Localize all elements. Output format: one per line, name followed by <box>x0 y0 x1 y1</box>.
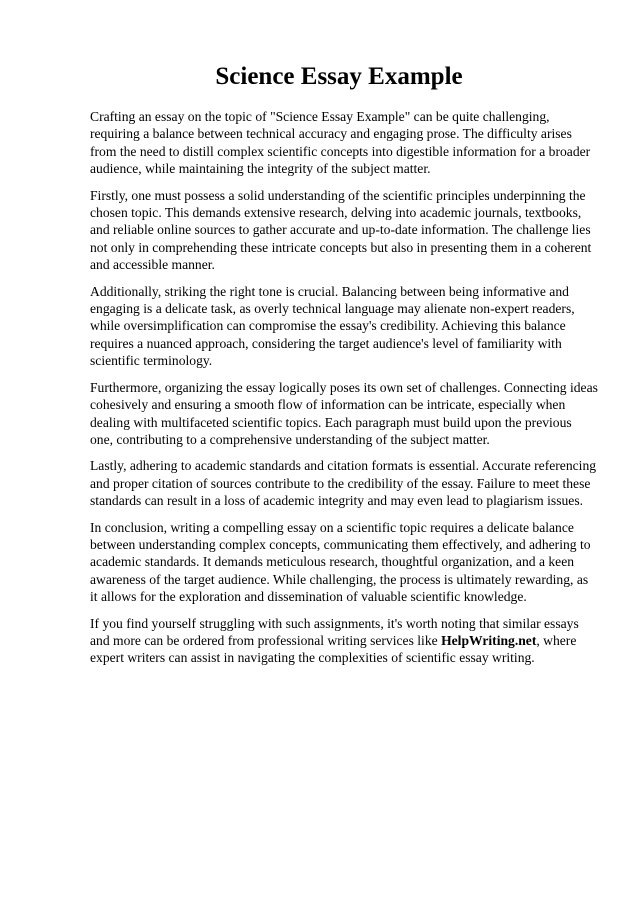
paragraph-lastly: Lastly, adhering to academic standards and citation formats is essential. Accurate referencing and proper citation of sources contribute to the credibility of the essay. Failure to meet these standards can result in a loss of academic integrity and may even lead to plagiarism issues. <box>90 458 597 509</box>
paragraph-conclusion: In conclusion, writing a compelling essay on a scientific topic requires a delicate balance between understanding complex concepts, communicating them effectively, and adhering to academic standards. It demands meticulous research, thoughtful organization, and a keen awareness of the target audience. While challenging, the process is ultimately rewarding, as it allows for the exploration and dissemination of valuable scientific knowledge. <box>90 519 591 605</box>
helpwriting-link[interactable]: HelpWriting.net <box>441 632 537 648</box>
closing-text-after: , where expert writers can assist in navigating the complexities of scientific essay writing. <box>90 632 577 666</box>
paragraph-closing <box>90 615 598 667</box>
paragraph-firstly: Firstly, one must possess a solid understanding of the scientific principles underpinning the chosen topic. This demands extensive research, delving into academic journals, textbooks, and reliable online sources to gather accurate and up-to-date information. The challenge lies not only in comprehending these intricate concepts but also in presenting them in a coherent and accessible manner. <box>90 187 592 273</box>
paragraph-intro: Crafting an essay on the topic of "Science Essay Example" can be quite challenging, requiring a balance between technical accuracy and engaging prose. The difficulty arises from the need to distill complex scientific concepts into digestible information for a broader audience, while maintaining the integrity of the subject matter. <box>90 109 591 177</box>
paragraph-additionally: Additionally, striking the right tone is crucial. Balancing between being informative and engaging is a delicate task, as overly technical language may alienate non-expert readers, while oversimplification can compromise the essay's credibility. Achieving this balance requires a nuanced approach, considering the target audience's level of familiarity with scientific terminology. <box>90 283 575 369</box>
document-title: Science Essay Example <box>215 63 463 90</box>
closing-text-before: If you find yourself struggling with such assignments, it's worth noting that similar essays and more can be ordered from professional writing services like <box>90 615 579 648</box>
paragraph-furthermore: Furthermore, organizing the essay logically poses its own set of challenges. Connecting ideas cohesively and ensuring a smooth flow of information can be intricate, especially when dealing with multifaceted scientific topics. Each paragraph must build upon the previous one, contributing to a comprehensive understanding of the subject matter. <box>90 379 598 447</box>
